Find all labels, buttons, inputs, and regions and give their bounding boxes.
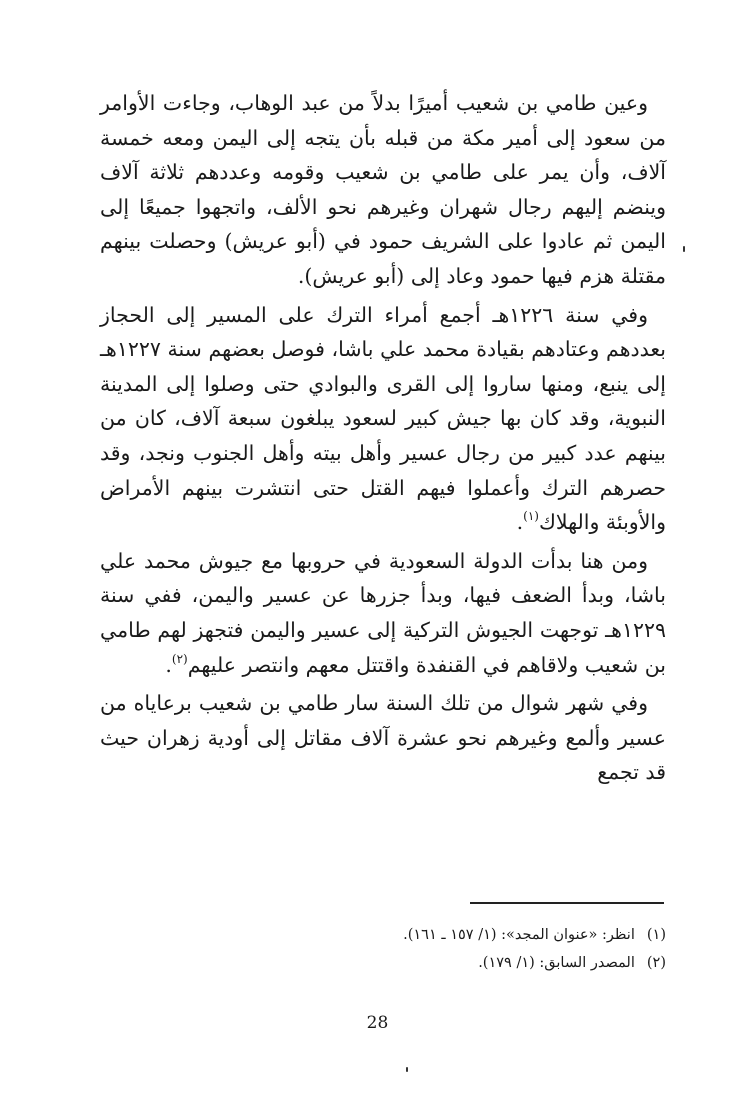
footnote-separator: [470, 902, 664, 904]
paragraph-text: وفي شهر شوال من تلك السنة سار طامي بن شعيب برعاياه من عسير وألمع وغيرهم نحو عشرة آلاف مقاتل إلى أودية زهران حيث قد تجمع: [100, 691, 666, 785]
main-text: [100, 86, 666, 790]
paragraph: [100, 686, 666, 790]
footnote-text: المصدر السابق: (١/ ١٧٩).: [478, 955, 635, 971]
paragraph-text: وفي سنة ١٢٢٦هـ أجمع أمراء الترك على المسير إلى الحجاز بعددهم وعتادهم بقيادة محمد علي باشا، فوصل بعضهم سنة ١٢٢٧هـ إلى ينبع، ومنها ساروا إلى القرى والبوادي حتى وصلوا إلى المدينة النبوية، وقد كان بها جيش كبير لسعود يبلغون سبعة آلاف، كان من بينهم عدد كبير من رجال عسير وأهل بيته وأهل الجنوب ونجد، وقد حصرهم الترك وأعملوا فيهم القتل حتى انتشرت بينهم الأمراض والأوبئة والهلاك: [100, 302, 666, 535]
paragraph-end-punctuation: .: [516, 510, 524, 535]
footnote: [180, 949, 666, 977]
footnote-number: (١): [646, 927, 666, 943]
paragraph: [100, 86, 666, 294]
footnotes: [180, 921, 666, 977]
paragraph-end-punctuation: .: [165, 652, 172, 677]
footnote: [180, 921, 666, 949]
paragraph: [100, 298, 666, 540]
print-speck: [683, 246, 685, 252]
footnote-text: انظر: «عنوان المجد»: (١/ ١٥٧ ـ ١٦١).: [403, 927, 635, 943]
print-speck: [406, 1067, 408, 1072]
page-number: 28: [366, 1013, 389, 1033]
footnote-reference: (١): [523, 509, 539, 524]
paragraph-text: ومن هنا بدأت الدولة السعودية في حروبها مع جيوش محمد علي باشا، وبدأ الضعف فيها، وبدأ جزرها عن عسير واليمن، ففي سنة ١٢٢٩هـ توجهت الجيوش التركية إلى عسير واليمن فتجهز لهم طامي بن شعيب ولاقاهم في القنفدة واقتتل معهم وانتصر عليهم: [100, 548, 666, 677]
paragraph: [100, 544, 666, 682]
footnote-reference: (٢): [171, 651, 188, 666]
paragraph-text: وعين طامي بن شعيب أميرًا بدلاً من عبد الوهاب، وجاءت الأوامر من سعود إلى أمير مكة من قبله بأن يتجه إلى اليمن ومعه خمسة آلاف، وأن يمر على طامي بن شعيب وقومه وعددهم ثلاثة آلاف وينضم إليهم رجال شهران وغيرهم نحو الألف، واتجهوا جميعًا إلى اليمن ثم عادوا على الشريف حمود في (أبو عريش) وحصلت بينهم مقتلة هزم فيها حمود وعاد إلى (أبو عريش).: [100, 91, 666, 288]
footnote-number: (٢): [646, 955, 666, 971]
